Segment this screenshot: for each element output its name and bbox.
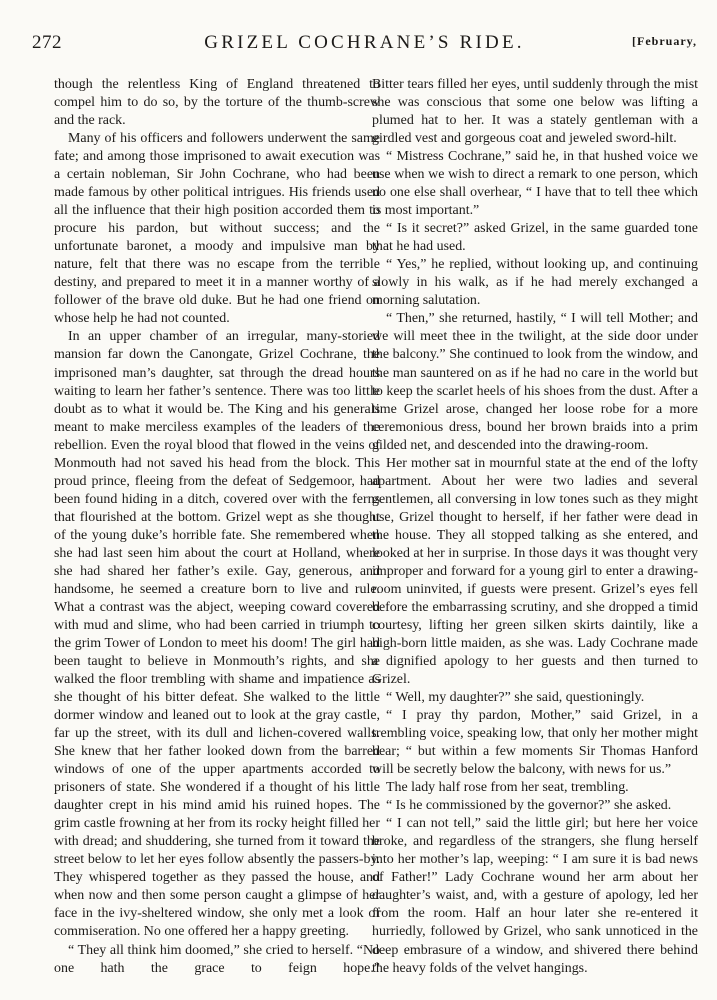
running-date: [February, (632, 34, 697, 48)
paragraph: though the relentless King of England threatened to compel him to do so, by the torture of the thumb-screw and the rack. (54, 77, 380, 129)
paragraph: “ Well, my daughter?” she said, questioningly. (386, 690, 645, 706)
paragraph: “ Then,” she returned, hastily, “ I will tell Mother; and we will meet thee in the twilight, at the side door under the balcony.” She continued to look from the window, and the man sauntered on as if he had no care in the world but to keep the scarlet heels of his shoes from the dust. After a time Grizel arose, changed her loose robe for a more ceremonious dress, bound her brown braids into a prim gilded net, and descended into the drawing-room. (372, 311, 698, 453)
paragraph: “ Yes,” he replied, without looking up, and continuing slowly in his walk, as if he had merely exchanged a morning salutation. (372, 257, 698, 309)
paragraph: “ I pray thy pardon, Mother,” said Grizel, in a trembling voice, speaking low, that only her mother might hear; “ but within a few moments Sir Thomas Hanford will be secretly below the balcony, with news for us.” (372, 708, 698, 778)
paragraph: The lady half rose from her seat, trembling. (386, 780, 629, 796)
paragraph: “ Mistress Cochrane,” said he, in that hushed voice we use when we wish to direct a remark to one person, which no one else shall overhear, “ I have that to tell thee which is most important.” (372, 149, 698, 219)
right-column (372, 76, 698, 978)
page-number: 272 (32, 32, 62, 53)
running-title: GRIZEL COCHRANE’S RIDE. (204, 32, 525, 53)
left-column (54, 76, 380, 978)
paragraph: “ Is he commissioned by the governor?” she asked. (386, 798, 672, 814)
paragraph: “ I can not tell,” said the little girl; but here her voice broke, and regardless of the strangers, she flung herself into her mother’s lap, weeping: “ I am sure it is bad news of Father!” Lady Cochrane wound her arm about her daughter’s waist, and, with a gesture of apology, led her from the room. Half an hour later she re-entered it hurriedly, followed by Grizel, who sank unnoticed in the deep embrasure of a window, and shivered there behind the heavy folds of the velvet hangings. (372, 816, 698, 976)
running-header (32, 30, 697, 54)
paragraph: Bitter tears filled her eyes, until suddenly through the mist she was conscious that some one below was lifting a plumed hat to her. It was a stately gentleman with a girdled vest and gorgeous coat and jeweled sword-hilt. (372, 77, 698, 147)
paragraph: Many of his officers and followers underwent the same fate; and among those imprisoned to await execution was a certain nobleman, Sir John Cochrane, who had been made famous by other political intrigues. His friends used all the influence that their high position accorded them to procure his pardon, but without success; and the unfortunate baronet, a moody and impulsive man by nature, felt that there was no escape from the terrible destiny, and prepared to meet it in a manner worthy of a follower of the brave old duke. But he had one friend on whose help he had not counted. (54, 131, 380, 327)
paragraph: “ They all think him doomed,” she cried to herself. “No one hath the grace to feign hope.” (54, 942, 380, 976)
paragraph: In an upper chamber of an irregular, many-storied mansion far down the Canongate, Grizel Cochrane, the imprisoned man’s daughter, sat through the dread hours waiting to learn her father’s sentence. There was too little doubt as to what it would be. The King and his generals meant to make merciless examples of the leaders of the rebellion. Even the royal blood that flowed in the veins of Monmouth had not saved his head from the block. This proud prince, fleeing from the defeat of Sedgemoor, had been found hiding in a ditch, covered over with the ferns that flourished at the bottom. Grizel wept as she thought of the young duke’s horrible fate. She remembered when she had last seen him about the court at Holland, where she had shared her father’s exile. Gay, generous, and handsome, he seemed a creature born to live and rule. What a contrast was the abject, weeping coward covered with mud and slime, who had been carried in triumph to the grim Tower of London to meet his doom! The girl had been taught to believe in Monmouth’s rights, and she walked the floor trembling with shame and impatience as she thought of his bitter defeat. She walked to the little dormer window and leaned out to look at the gray castle, far up the street, with its dull and lichen-covered walls. She knew that her father looked down from the barred windows of one of the upper apartments accorded to prisoners of state. She wondered if a thought of his little daughter crept in his mind amid his ruined hopes. The grim castle frowning at her from its rocky height filled her with dread; and shuddering, she turned from it toward the street below to let her eyes follow absently the passers-by. They whispered together as they passed the house, and when now and then some person caught a glimpse of her face in the ivy-sheltered window, she only met a look of commiseration. No one offered her a happy greeting. (54, 329, 380, 940)
paragraph: “ Is it secret?” asked Grizel, in the same guarded tone that he had used. (372, 221, 698, 255)
paragraph: Her mother sat in mournful state at the end of the lofty apartment. About her were two ladies and several gentlemen, all conversing in low tones such as they might use, Grizel thought to herself, if her father were dead in the house. They all stopped talking as she entered, and looked at her in surprise. In those days it was thought very improper and forward for a young girl to enter a drawing-room uninvited, if guests were present. Grizel’s eyes fell before the embarrassing scrutiny, and she dropped a timid courtesy, lifting her green silken skirts daintily, like a high-born little maiden, as she was. Lady Cochrane made a dignified apology to her guests and then turned to Grizel. (372, 455, 698, 688)
